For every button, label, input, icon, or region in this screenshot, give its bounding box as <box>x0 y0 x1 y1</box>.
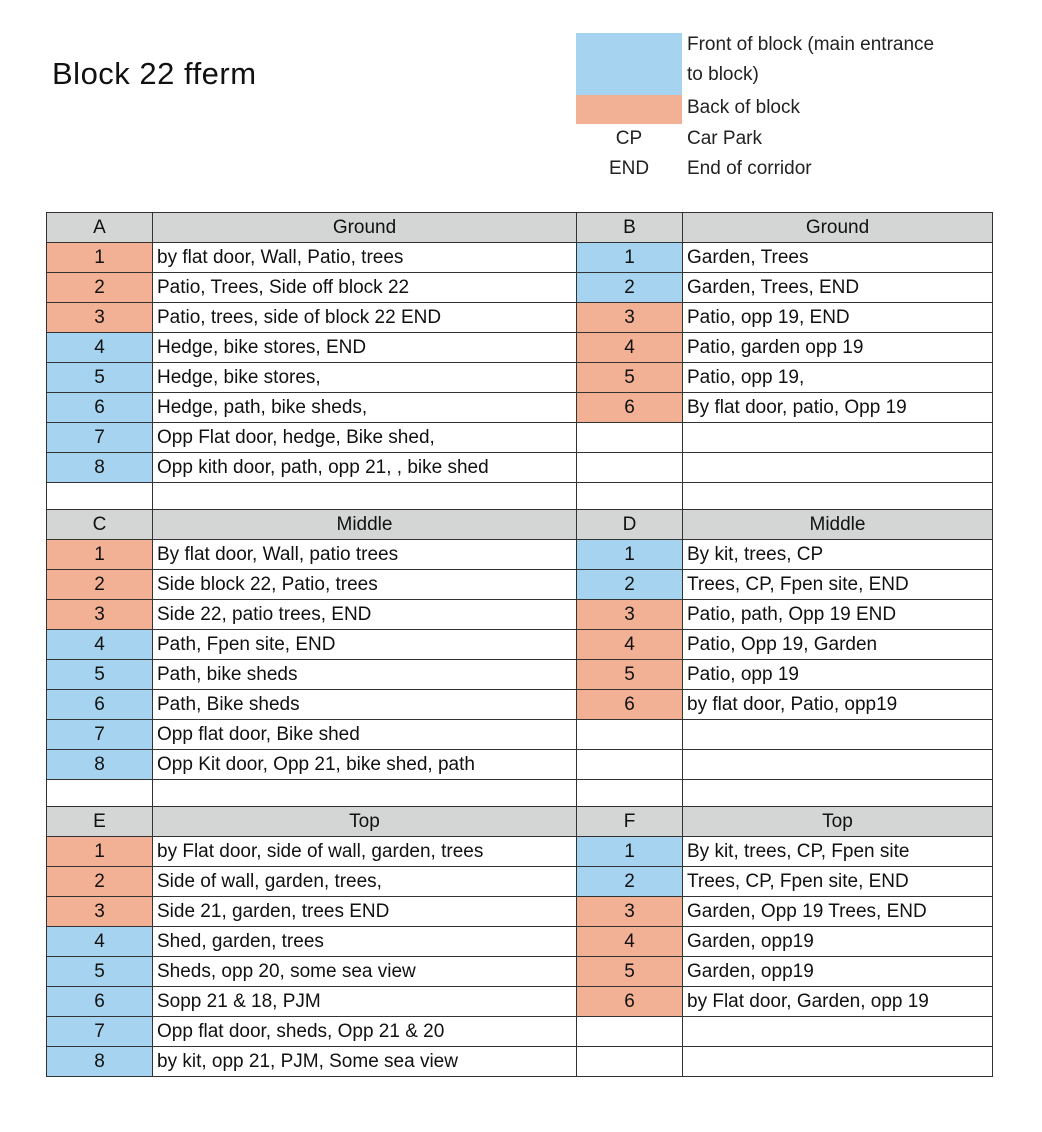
empty-cell <box>577 483 683 510</box>
flat-number-cell: 2 <box>47 570 153 600</box>
section-id-left: A <box>47 213 153 243</box>
flat-number-cell: 5 <box>47 957 153 987</box>
flat-description-cell: Patio, garden opp 19 <box>683 333 993 363</box>
empty-cell <box>683 1017 993 1047</box>
flat-description-cell: Opp flat door, Bike shed <box>153 720 577 750</box>
flat-number-cell: 4 <box>47 630 153 660</box>
flat-description-cell: Sopp 21 & 18, PJM <box>153 987 577 1017</box>
flat-description-cell: Opp Kit door, Opp 21, bike shed, path <box>153 750 577 780</box>
empty-cell <box>153 483 577 510</box>
empty-cell <box>577 780 683 807</box>
section-id-left: C <box>47 510 153 540</box>
empty-cell <box>577 750 683 780</box>
table-row <box>47 720 993 750</box>
table-row <box>47 243 993 273</box>
table-row <box>47 393 993 423</box>
flat-number-cell: 5 <box>577 363 683 393</box>
empty-cell <box>577 453 683 483</box>
floor-label-left: Ground <box>153 213 577 243</box>
flat-description-cell: Garden, Trees <box>683 243 993 273</box>
table-row <box>47 867 993 897</box>
empty-cell <box>683 780 993 807</box>
flat-description-cell: Patio, opp 19, END <box>683 303 993 333</box>
flat-number-cell: 3 <box>577 600 683 630</box>
flat-description-cell: Hedge, bike stores, <box>153 363 577 393</box>
legend-cp-abbr: CP <box>615 128 643 149</box>
spacer-row <box>47 780 993 807</box>
empty-cell <box>47 780 153 807</box>
section-header-row <box>47 213 993 243</box>
flat-number-cell: 3 <box>577 897 683 927</box>
section-id-right: F <box>577 807 683 837</box>
flat-description-cell: by Flat door, side of wall, garden, trees <box>153 837 577 867</box>
flat-description-cell: Side 21, garden, trees END <box>153 897 577 927</box>
flat-number-cell: 2 <box>47 273 153 303</box>
flat-description-cell: Garden, Opp 19 Trees, END <box>683 897 993 927</box>
flat-description-cell: Garden, opp19 <box>683 957 993 987</box>
floor-label-left: Top <box>153 807 577 837</box>
flat-number-cell: 7 <box>47 423 153 453</box>
table-row <box>47 630 993 660</box>
page-title: Block 22 fferm <box>52 56 257 91</box>
flat-description-cell: Garden, opp19 <box>683 927 993 957</box>
flat-number-cell: 6 <box>577 393 683 423</box>
flat-description-cell: Path, Bike sheds <box>153 690 577 720</box>
flat-number-cell: 4 <box>577 927 683 957</box>
table-row <box>47 987 993 1017</box>
flat-number-cell: 7 <box>47 720 153 750</box>
table-row <box>47 303 993 333</box>
section-id-left: E <box>47 807 153 837</box>
legend-end-text: End of corridor <box>687 158 812 179</box>
flat-description-cell: Patio, Opp 19, Garden <box>683 630 993 660</box>
table-row <box>47 1017 993 1047</box>
flat-number-cell: 6 <box>47 690 153 720</box>
flat-description-cell: Patio, Trees, Side off block 22 <box>153 273 577 303</box>
flat-description-cell: Patio, opp 19 <box>683 660 993 690</box>
legend-end-abbr: END <box>608 158 650 179</box>
legend-cp-text: Car Park <box>687 128 762 149</box>
flat-number-cell: 4 <box>47 333 153 363</box>
table-row <box>47 540 993 570</box>
legend <box>576 30 1006 190</box>
flat-description-cell: By flat door, patio, Opp 19 <box>683 393 993 423</box>
flat-description-cell: Hedge, path, bike sheds, <box>153 393 577 423</box>
flat-number-cell: 2 <box>577 570 683 600</box>
flat-description-cell: by flat door, Patio, opp19 <box>683 690 993 720</box>
table-row <box>47 453 993 483</box>
flat-number-cell: 3 <box>47 600 153 630</box>
legend-back-label: Back of block <box>687 97 800 118</box>
flat-number-cell: 4 <box>577 630 683 660</box>
empty-cell <box>683 1047 993 1077</box>
table-row <box>47 570 993 600</box>
spacer-row <box>47 483 993 510</box>
empty-cell <box>683 750 993 780</box>
flat-number-cell: 3 <box>577 303 683 333</box>
flat-description-cell: Opp kith door, path, opp 21, , bike shed <box>153 453 577 483</box>
flat-number-cell: 2 <box>577 867 683 897</box>
flat-number-cell: 3 <box>47 897 153 927</box>
floor-label-left: Middle <box>153 510 577 540</box>
flat-description-cell: Side of wall, garden, trees, <box>153 867 577 897</box>
empty-cell <box>683 720 993 750</box>
table-row <box>47 1047 993 1077</box>
flat-description-cell: By flat door, Wall, patio trees <box>153 540 577 570</box>
empty-cell <box>577 720 683 750</box>
flat-location-table <box>46 212 993 1077</box>
empty-cell <box>683 423 993 453</box>
flat-number-cell: 1 <box>47 837 153 867</box>
flat-description-cell: Garden, Trees, END <box>683 273 993 303</box>
flat-number-cell: 5 <box>577 660 683 690</box>
table-row <box>47 897 993 927</box>
empty-cell <box>153 780 577 807</box>
empty-cell <box>577 1047 683 1077</box>
flat-number-cell: 4 <box>47 927 153 957</box>
section-id-right: B <box>577 213 683 243</box>
table-row <box>47 363 993 393</box>
flat-description-cell: Side block 22, Patio, trees <box>153 570 577 600</box>
table-row <box>47 273 993 303</box>
flat-description-cell: by Flat door, Garden, opp 19 <box>683 987 993 1017</box>
flat-description-cell: Trees, CP, Fpen site, END <box>683 867 993 897</box>
flat-description-cell: Patio, path, Opp 19 END <box>683 600 993 630</box>
flat-number-cell: 1 <box>47 243 153 273</box>
flat-number-cell: 5 <box>577 957 683 987</box>
legend-back-swatch <box>576 95 682 124</box>
flat-number-cell: 5 <box>47 363 153 393</box>
legend-front-label-line1: Front of block (main entrance <box>687 34 935 55</box>
flat-description-cell: Path, Fpen site, END <box>153 630 577 660</box>
flat-number-cell: 2 <box>577 273 683 303</box>
flat-number-cell: 6 <box>577 690 683 720</box>
flat-number-cell: 6 <box>47 393 153 423</box>
flat-number-cell: 2 <box>47 867 153 897</box>
table-row <box>47 600 993 630</box>
section-id-right: D <box>577 510 683 540</box>
flat-description-cell: Hedge, bike stores, END <box>153 333 577 363</box>
floor-label-right: Ground <box>683 213 993 243</box>
flat-number-cell: 1 <box>577 540 683 570</box>
flat-description-cell: Side 22, patio trees, END <box>153 600 577 630</box>
flat-number-cell: 1 <box>577 837 683 867</box>
table-row <box>47 957 993 987</box>
flat-description-cell: Opp Flat door, hedge, Bike shed, <box>153 423 577 453</box>
flat-description-cell: By kit, trees, CP <box>683 540 993 570</box>
flat-number-cell: 6 <box>47 987 153 1017</box>
flat-description-cell: Trees, CP, Fpen site, END <box>683 570 993 600</box>
flat-number-cell: 1 <box>577 243 683 273</box>
flat-number-cell: 8 <box>47 750 153 780</box>
flat-description-cell: Patio, trees, side of block 22 END <box>153 303 577 333</box>
flat-description-cell: Patio, opp 19, <box>683 363 993 393</box>
table-row <box>47 927 993 957</box>
table-row <box>47 750 993 780</box>
flat-number-cell: 6 <box>577 987 683 1017</box>
flat-description-cell: by kit, opp 21, PJM, Some sea view <box>153 1047 577 1077</box>
floor-label-right: Top <box>683 807 993 837</box>
flat-description-cell: Path, bike sheds <box>153 660 577 690</box>
empty-cell <box>577 1017 683 1047</box>
empty-cell <box>47 483 153 510</box>
flat-description-cell: Shed, garden, trees <box>153 927 577 957</box>
flat-number-cell: 7 <box>47 1017 153 1047</box>
table-row <box>47 690 993 720</box>
flat-number-cell: 8 <box>47 1047 153 1077</box>
empty-cell <box>683 483 993 510</box>
table-row <box>47 660 993 690</box>
flat-number-cell: 5 <box>47 660 153 690</box>
floor-label-right: Middle <box>683 510 993 540</box>
section-header-row <box>47 807 993 837</box>
flat-description-cell: Sheds, opp 20, some sea view <box>153 957 577 987</box>
flat-description-cell: Opp flat door, sheds, Opp 21 & 20 <box>153 1017 577 1047</box>
flat-number-cell: 4 <box>577 333 683 363</box>
flat-description-cell: by flat door, Wall, Patio, trees <box>153 243 577 273</box>
flat-number-cell: 8 <box>47 453 153 483</box>
empty-cell <box>683 453 993 483</box>
empty-cell <box>577 423 683 453</box>
table-row <box>47 423 993 453</box>
table-row <box>47 837 993 867</box>
flat-number-cell: 1 <box>47 540 153 570</box>
table-row <box>47 333 993 363</box>
legend-front-swatch <box>576 33 682 95</box>
section-header-row <box>47 510 993 540</box>
flat-description-cell: By kit, trees, CP, Fpen site <box>683 837 993 867</box>
legend-front-label-line2: to block) <box>687 64 759 85</box>
flat-number-cell: 3 <box>47 303 153 333</box>
